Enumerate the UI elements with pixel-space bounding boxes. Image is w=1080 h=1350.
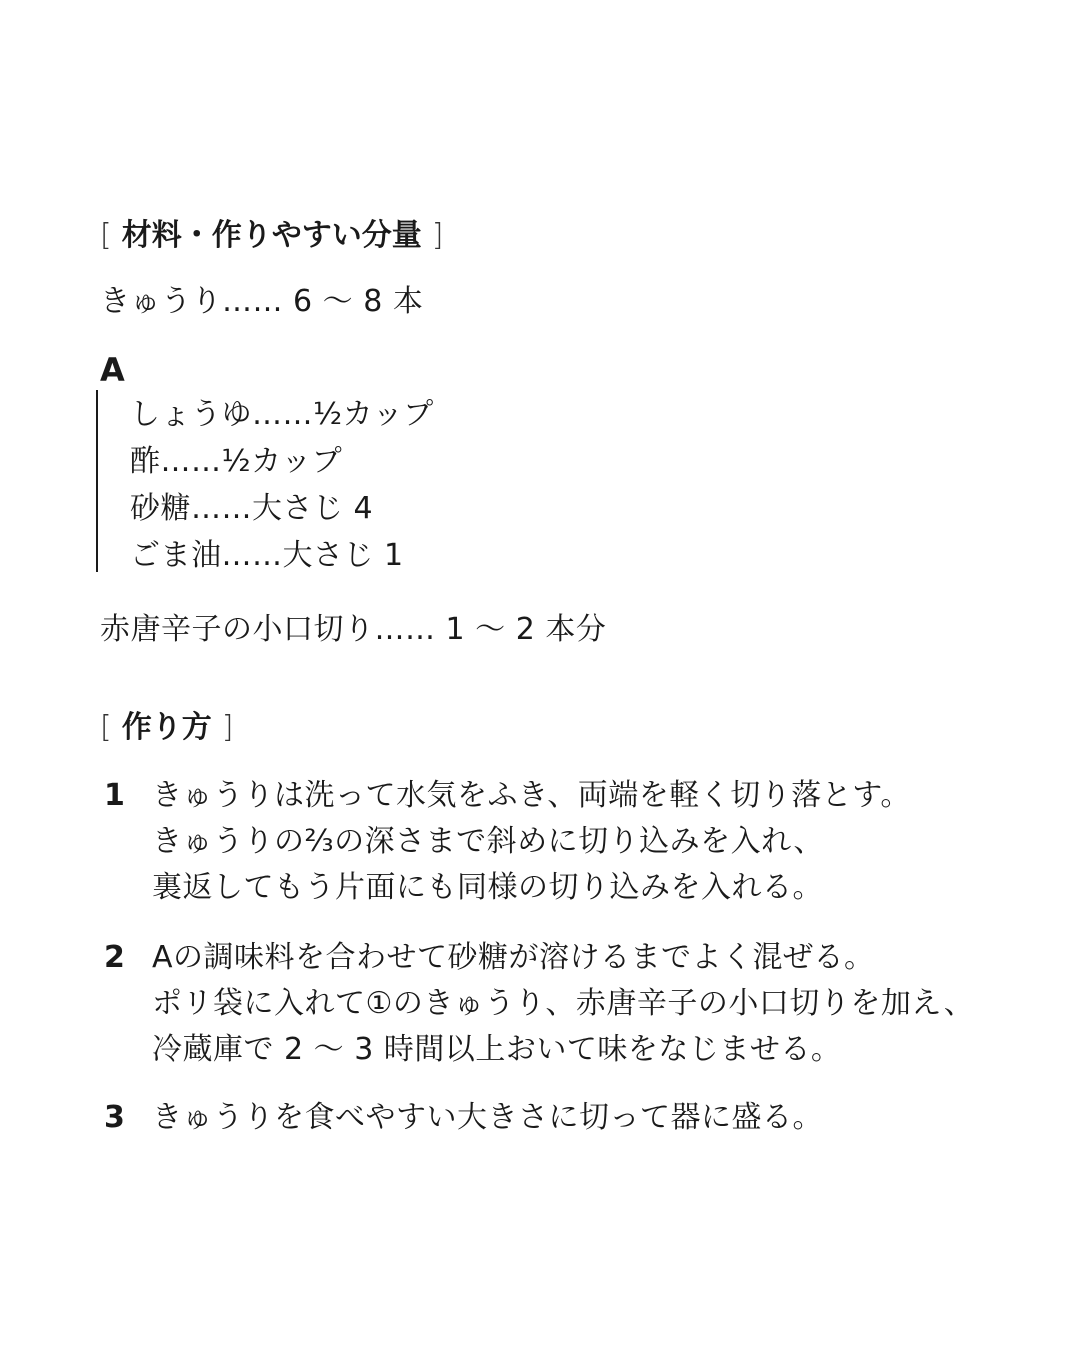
step-number: 3 — [104, 1100, 125, 1135]
ingredient-chili: 赤唐辛子の小口切り…… 1 〜 2 本分 — [100, 612, 607, 647]
step-line: 冷蔵庫で 2 〜 3 時間以上おいて味をなじませる。 — [152, 1032, 842, 1067]
ingredient-group-item: 酢……½カップ — [130, 444, 343, 479]
step-text — [152, 1095, 823, 1141]
ingredient-group-item: 砂糖……大さじ 4 — [130, 491, 374, 526]
open-bracket: [ — [100, 218, 112, 253]
method-heading-title: 作り方 — [121, 710, 212, 745]
step-number: 2 — [104, 940, 125, 975]
step-number: 1 — [104, 778, 125, 813]
step-line: 裏返してもう片面にも同様の切り込みを入れる。 — [152, 870, 823, 905]
ingredient-group-item: しょうゆ……½カップ — [130, 397, 434, 432]
open-bracket: [ — [100, 710, 112, 745]
ingredient-group-item: ごま油……大さじ 1 — [130, 538, 404, 573]
ingredient-cucumber: きゅうり…… 6 〜 8 本 — [100, 284, 424, 319]
method-heading — [100, 708, 233, 748]
step-text — [152, 773, 911, 911]
ingredients-heading-title: 材料・作りやすい分量 — [121, 218, 422, 253]
step-line: きゅうりの⅔の深さまで斜めに切り込みを入れ、 — [152, 824, 824, 859]
ingredient-group-label: A — [100, 351, 125, 389]
step-line: きゅうりは洗って水気をふき、両端を軽く切り落とす。 — [152, 778, 911, 813]
step-text — [152, 935, 974, 1073]
ingredient-group-bracket — [96, 390, 98, 572]
close-bracket: ] — [431, 218, 444, 253]
close-bracket: ] — [221, 710, 234, 745]
step-line: Aの調味料を合わせて砂糖が溶けるまでよく混ぜる。 — [152, 940, 875, 975]
step-line: ポリ袋に入れて①のきゅうり、赤唐辛子の小口切りを加え、 — [152, 986, 975, 1021]
ingredients-heading — [100, 216, 443, 256]
step-line: きゅうりを食べやすい大きさに切って器に盛る。 — [152, 1100, 823, 1135]
